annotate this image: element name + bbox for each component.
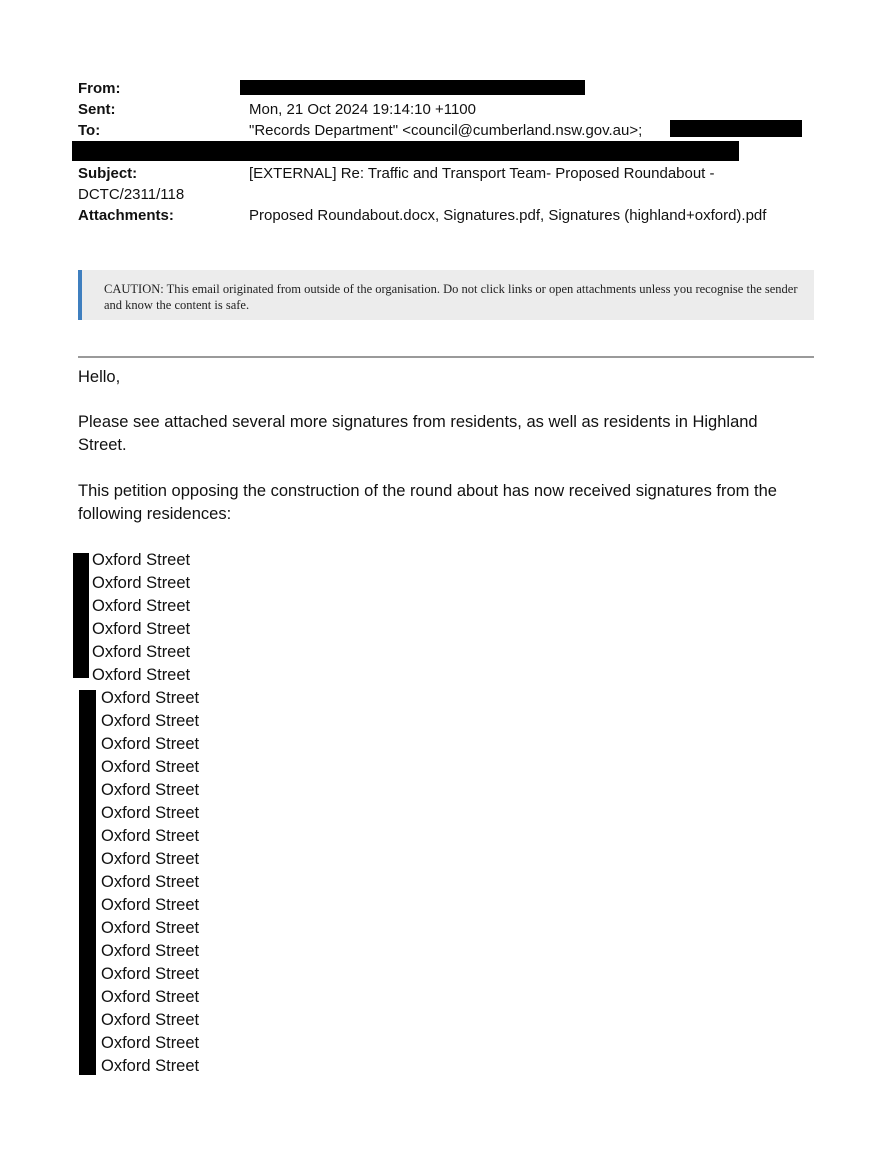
residence-item: Oxford Street: [101, 758, 200, 776]
residence-item: Oxford Street: [101, 1057, 200, 1075]
subject-label: Subject:: [78, 165, 138, 182]
residence-item: Oxford Street: [92, 666, 191, 684]
residence-item: Oxford Street: [101, 1034, 200, 1052]
residence-item: Oxford Street: [92, 643, 191, 661]
redacted-sender: [240, 80, 585, 95]
redacted-house-numbers-1: [73, 553, 89, 678]
residence-item: Oxford Street: [101, 942, 200, 960]
residence-item: Oxford Street: [92, 574, 191, 592]
residence-item: Oxford Street: [101, 965, 200, 983]
redacted-house-numbers-2: [79, 690, 96, 1075]
redacted-recipient: [670, 120, 802, 137]
attachments-label: Attachments:: [78, 207, 174, 224]
to-label: To:: [78, 122, 101, 139]
residence-item: Oxford Street: [101, 896, 200, 914]
residence-item: Oxford Street: [101, 712, 200, 730]
residence-item: Oxford Street: [101, 689, 200, 707]
sent-value: Mon, 21 Oct 2024 19:14:10 +1100: [249, 101, 476, 118]
residence-item: Oxford Street: [101, 850, 200, 868]
residence-item: Oxford Street: [101, 873, 200, 891]
subject-value: [EXTERNAL] Re: Traffic and Transport Team- Proposed Roundabout -: [249, 165, 715, 182]
redacted-cc-line: [72, 141, 739, 161]
to-value: "Records Department" <council@cumberland.nsw.gov.au>;: [249, 122, 643, 139]
residence-item: Oxford Street: [101, 781, 200, 799]
residence-item: Oxford Street: [101, 827, 200, 845]
sent-label: Sent:: [78, 101, 116, 118]
residence-item: Oxford Street: [92, 620, 191, 638]
greeting: Hello,: [78, 368, 121, 386]
caution-text: CAUTION: This email originated from outside of the organisation. Do not click links or open attachments unless you recognise the sender and know the content is safe.: [104, 282, 798, 312]
residence-item: Oxford Street: [101, 1011, 200, 1029]
message-divider: [78, 356, 814, 358]
subject-reference: DCTC/2311/118: [78, 186, 185, 203]
residence-item: Oxford Street: [101, 735, 200, 753]
external-caution-banner: [78, 270, 814, 320]
from-label: From:: [78, 80, 121, 97]
paragraph-petition: This petition opposing the construction of the round about has now received signatures from the following residences:: [78, 482, 777, 523]
residence-item: Oxford Street: [92, 551, 191, 569]
residence-item: Oxford Street: [101, 988, 200, 1006]
residence-item: Oxford Street: [101, 804, 200, 822]
residence-item: Oxford Street: [92, 597, 191, 615]
residence-item: Oxford Street: [101, 919, 200, 937]
attachments-value: Proposed Roundabout.docx, Signatures.pdf, Signatures (highland+oxford).pdf: [249, 207, 767, 224]
paragraph-signatures: Please see attached several more signatures from residents, as well as residents in Highland Street.: [78, 413, 758, 454]
